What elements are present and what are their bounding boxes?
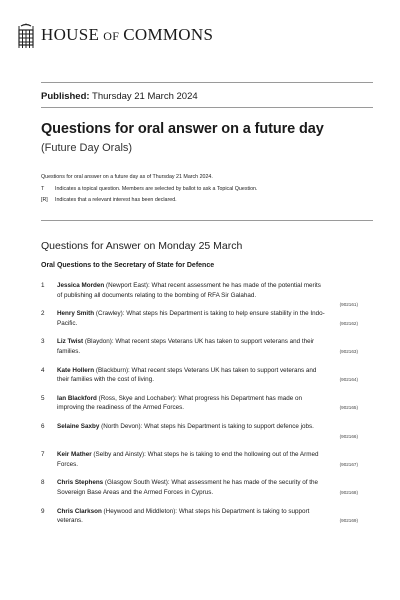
constituency: (Blaydon): <box>83 338 116 346</box>
member-name: Ian Blackford <box>57 394 97 402</box>
question-body: What recent steps Veterans UK has taken to support veterans and their families. <box>57 338 315 355</box>
legend-item <box>41 184 371 196</box>
question-text <box>57 366 325 385</box>
question-body: What recent steps Veterans UK has taken to support veterans and their families with the cost of living. <box>57 366 317 384</box>
question-ref: (902162) <box>339 320 358 326</box>
published-label: Published: <box>41 91 90 102</box>
house-of-commons-logo <box>17 20 213 50</box>
question-number: 5 <box>41 394 45 402</box>
portcullis-icon <box>17 22 35 49</box>
question-text <box>57 337 325 356</box>
question-body: What steps his Department is taking to help ensure stability in the Indo-Pacific. <box>57 310 325 327</box>
house-name: HOUSE OF COMMONS <box>41 25 214 44</box>
question-list <box>41 281 358 535</box>
question-number: 3 <box>41 338 45 346</box>
question-item <box>41 281 358 309</box>
question-body: What recent assessment he has made of the potential merits of publishing all documents relating to the bombing of RFA Sir Galahad. <box>57 282 321 299</box>
legend-key: [R] <box>41 197 48 203</box>
question-text <box>57 507 325 526</box>
constituency: (Selby and Ainsty): <box>91 451 148 459</box>
member-name: Jessica Morden <box>57 282 105 289</box>
legend-item <box>41 195 371 207</box>
member-name: Henry Smith <box>57 310 95 318</box>
question-ref: (902166) <box>339 433 358 439</box>
question-body: What assessment he has made of the security of the Sovereign Base Areas and the Armed Forces in Cyprus. <box>57 479 318 496</box>
constituency: (Heywood and Middleton): <box>101 507 179 515</box>
question-text <box>57 394 325 413</box>
question-item <box>41 507 358 535</box>
member-name: Keir Mather <box>57 451 92 459</box>
member-name: Selaine Saxby <box>57 422 100 430</box>
divider <box>41 82 373 83</box>
question-text <box>57 478 325 497</box>
question-item <box>41 394 358 422</box>
constituency: (Newport East): <box>104 282 152 289</box>
legend-key: T <box>41 185 45 192</box>
question-ref: (902165) <box>339 405 358 411</box>
question-item <box>41 422 358 450</box>
constituency: (Blackburn): <box>94 366 132 374</box>
question-number: 7 <box>41 451 45 459</box>
page-subtitle: (Future Day Orals) <box>41 142 133 154</box>
question-number: 8 <box>41 479 45 487</box>
question-item <box>41 309 358 337</box>
question-item <box>41 337 358 365</box>
section-heading: Questions for Answer on Monday 25 March <box>41 240 243 252</box>
constituency: (Crawley): <box>94 310 127 318</box>
divider <box>41 107 373 108</box>
page-title: Questions for oral answer on a future day <box>41 121 324 137</box>
member-name: Liz Twist <box>57 338 84 346</box>
question-text <box>57 309 325 328</box>
constituency: (Ross, Skye and Lochaber): <box>96 394 179 402</box>
question-text <box>57 281 325 300</box>
department-heading: Oral Questions to the Secretary of State for Defence <box>41 262 215 269</box>
member-name: Chris Clarkson <box>57 507 102 515</box>
question-ref: (902164) <box>339 377 358 383</box>
member-name: Kate Hollern <box>57 366 95 374</box>
question-item <box>41 450 358 478</box>
question-number: 6 <box>41 422 45 430</box>
published-line <box>41 91 198 102</box>
member-name: Chris Stephens <box>57 479 104 487</box>
question-ref: (902168) <box>339 489 358 495</box>
question-body: What progress his Department has made on improving the readiness of the Armed Forces. <box>57 394 303 412</box>
question-ref: (902167) <box>339 461 358 467</box>
question-item <box>41 366 358 394</box>
legend-text: Indicates that a relevant interest has been declared. <box>55 197 177 203</box>
divider <box>41 220 373 221</box>
question-item <box>41 478 358 506</box>
question-body: What steps his Department is taking to support veterans. <box>57 507 310 525</box>
constituency: (North Devon): <box>99 422 145 430</box>
constituency: (Glasgow South West): <box>103 479 172 487</box>
intro <box>41 172 371 207</box>
question-text <box>57 450 325 469</box>
question-ref: (902169) <box>339 518 358 524</box>
question-number: 9 <box>41 507 45 515</box>
question-number: 4 <box>41 366 45 374</box>
question-body: What steps his Department is taking to support defence jobs. <box>144 422 314 430</box>
question-number: 1 <box>41 282 45 289</box>
question-number: 2 <box>41 310 45 318</box>
intro-line: Questions for oral answer on a future day as of Thursday 21 March 2024. <box>41 174 213 180</box>
question-body: What steps he is taking to end the hollowing out of the Armed Forces. <box>57 451 319 468</box>
question-ref: (902161) <box>339 302 358 308</box>
legend-text: Indicates a topical question. Members are selected by ballot to ask a Topical Question. <box>55 185 258 192</box>
question-text <box>57 422 325 432</box>
published-date: Thursday 21 March 2024 <box>92 91 198 102</box>
question-ref: (902163) <box>339 348 358 354</box>
